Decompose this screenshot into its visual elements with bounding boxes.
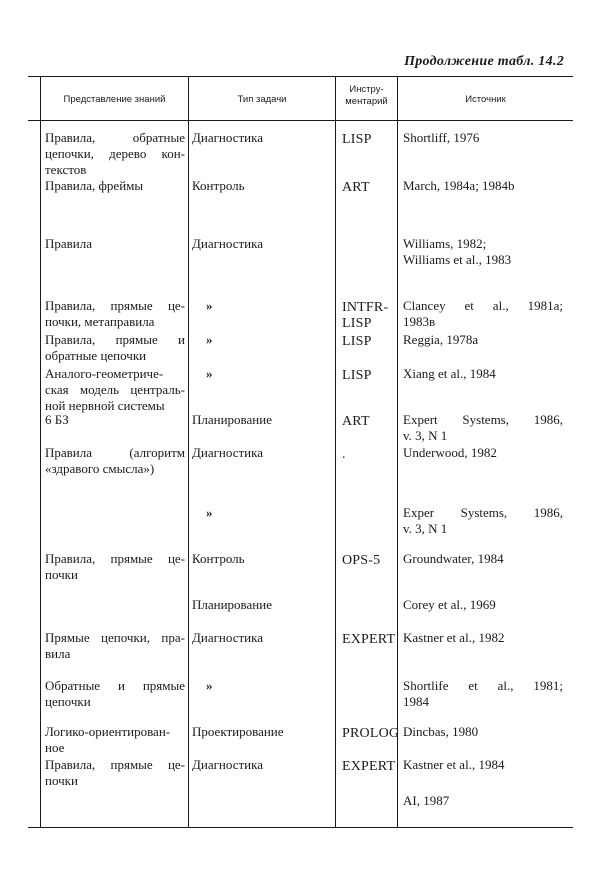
cell-line: PROLOG [342, 726, 400, 741]
cell-line: ной нервной системы [45, 398, 165, 413]
cell-knowledge [45, 678, 185, 710]
cell-line: текстов [45, 162, 87, 177]
cell-line: Expert Systems, 1986, [403, 412, 563, 427]
header-tool [336, 84, 397, 108]
col-line-3 [335, 76, 336, 828]
cell-line: цепочки, дерево кон- [45, 146, 185, 161]
cell-line: 1984 [403, 694, 429, 709]
cell-line: Правила, прямые и [45, 332, 185, 347]
cell-line: ская модель централь- [45, 382, 185, 397]
cell-line: обратные цепочки [45, 348, 147, 363]
cell-line: Kastner et al., 1984 [403, 757, 505, 772]
cell-line: LISP [342, 368, 372, 383]
cell-line: OPS-5 [342, 553, 381, 568]
cell-tool [342, 334, 400, 350]
cell-line: ART [342, 414, 370, 429]
cell-tool [342, 553, 400, 569]
cell-task: » [206, 678, 213, 693]
header-tool-line1: Инстру- [349, 84, 384, 95]
cell-line: Williams, 1982; [403, 236, 487, 251]
cell-source [403, 412, 563, 444]
cell-line: Логико-ориентирован- [45, 724, 171, 739]
cell-source [403, 445, 563, 461]
cell-line: Правила, фреймы [45, 178, 144, 193]
cell-line: INTFR- [342, 300, 389, 315]
cell-task: Планирование [192, 412, 272, 427]
cell-knowledge [45, 445, 185, 477]
cell-knowledge [45, 130, 185, 178]
cell-line: Shortliff, 1976 [403, 130, 480, 145]
cell-task: » [206, 505, 213, 520]
cell-line: 1983в [403, 314, 436, 329]
cell-knowledge [45, 724, 185, 756]
cell-line: Правила, обратные [45, 130, 185, 145]
cell-line: ART [342, 180, 370, 195]
cell-line: Аналого-геометриче- [45, 366, 164, 381]
cell-knowledge [45, 412, 185, 428]
cell-knowledge [45, 551, 185, 583]
cell-task: Контроль [192, 551, 245, 566]
cell-source [403, 505, 563, 537]
cell-line: Reggia, 1978a [403, 332, 479, 347]
cell-tool [342, 180, 400, 196]
cell-source [403, 178, 563, 194]
cell-tool [342, 726, 400, 742]
cell-task: Диагностика [192, 757, 264, 772]
table-bottom-rule [28, 827, 573, 828]
cell-line: Exper Systems, 1986, [403, 505, 563, 520]
col-line-1 [40, 76, 41, 828]
cell-task: Диагностика [192, 445, 264, 460]
cell-task: Диагностика [192, 130, 264, 145]
cell-line: ное [45, 740, 65, 755]
cell-line: вила [45, 646, 71, 661]
cell-line: Правила [45, 236, 93, 251]
col-line-2 [188, 76, 189, 828]
cell-task: Планирование [192, 597, 272, 612]
cell-knowledge [45, 236, 185, 252]
cell-knowledge [45, 366, 185, 414]
cell-task: Диагностика [192, 630, 264, 645]
cell-line: March, 1984a; 1984b [403, 178, 515, 193]
cell-tool [342, 368, 400, 384]
header-tool-line2: ментарий [345, 96, 388, 107]
cell-source [403, 793, 563, 809]
cell-task: » [206, 366, 213, 381]
cell-line: Xiang et al., 1984 [403, 366, 496, 381]
cell-line: Williams et al., 1983 [403, 252, 512, 267]
cell-tool [342, 759, 400, 775]
cell-tool [342, 447, 400, 463]
cell-line: Правила, прямые це- [45, 298, 185, 313]
cell-line: почки, метаправила [45, 314, 155, 329]
cell-source [403, 678, 563, 710]
cell-source [403, 366, 563, 382]
cell-source [403, 298, 563, 330]
cell-line: Dincbas, 1980 [403, 724, 479, 739]
cell-line: Corey et al., 1969 [403, 597, 496, 612]
header-source: Источник [465, 94, 506, 105]
cell-line: EXPERT [342, 632, 396, 647]
cell-source [403, 551, 563, 567]
cell-task: Контроль [192, 178, 245, 193]
cell-task: » [206, 298, 213, 313]
cell-source [403, 724, 563, 740]
cell-task: » [206, 332, 213, 347]
cell-knowledge [45, 757, 185, 789]
cell-line: Прямые цепочки, пра- [45, 630, 185, 645]
cell-line: Shortlife et al., 1981; [403, 678, 563, 693]
cell-line: v. 3, N 1 [403, 521, 448, 536]
cell-task: Диагностика [192, 236, 264, 251]
cell-source [403, 597, 563, 613]
cell-line: AI, 1987 [403, 793, 450, 808]
cell-line: EXPERT [342, 759, 396, 774]
cell-line: Правила (алгоритм [45, 445, 185, 460]
table-top-rule [28, 76, 573, 77]
cell-line: 6 БЗ [45, 412, 69, 427]
cell-line: Обратные и прямые [45, 678, 185, 693]
cell-line: почки [45, 567, 78, 582]
cell-knowledge [45, 332, 185, 364]
cell-line: . [342, 447, 346, 462]
cell-tool [342, 300, 400, 332]
cell-source [403, 630, 563, 646]
cell-source [403, 130, 563, 146]
cell-line: цепочки [45, 694, 91, 709]
header-knowledge: Представление знаний [63, 94, 166, 105]
cell-line: почки [45, 773, 78, 788]
cell-line: Clancey et al., 1981a; [403, 298, 563, 313]
cell-knowledge [45, 630, 185, 662]
cell-line: v. 3, N 1 [403, 428, 448, 443]
cell-line: Kastner et al., 1982 [403, 630, 505, 645]
cell-tool [342, 132, 400, 148]
cell-tool [342, 414, 400, 430]
cell-line: LISP [342, 316, 372, 331]
cell-line: «здравого смысла») [45, 461, 155, 476]
cell-source [403, 332, 563, 348]
cell-knowledge [45, 298, 185, 330]
cell-line: Underwood, 1982 [403, 445, 497, 460]
cell-tool [342, 632, 400, 648]
header-task: Тип задачи [237, 94, 287, 105]
cell-source [403, 236, 563, 268]
cell-source [403, 757, 563, 773]
cell-task: Проектирование [192, 724, 284, 739]
cell-line: LISP [342, 132, 372, 147]
cell-line: Правила, прямые це- [45, 551, 185, 566]
cell-knowledge [45, 178, 185, 194]
table-header-rule [28, 120, 573, 121]
cell-line: LISP [342, 334, 372, 349]
table-caption: Продолжение табл. 14.2 [404, 54, 564, 69]
cell-line: Правила, прямые це- [45, 757, 185, 772]
cell-line: Groundwater, 1984 [403, 551, 504, 566]
